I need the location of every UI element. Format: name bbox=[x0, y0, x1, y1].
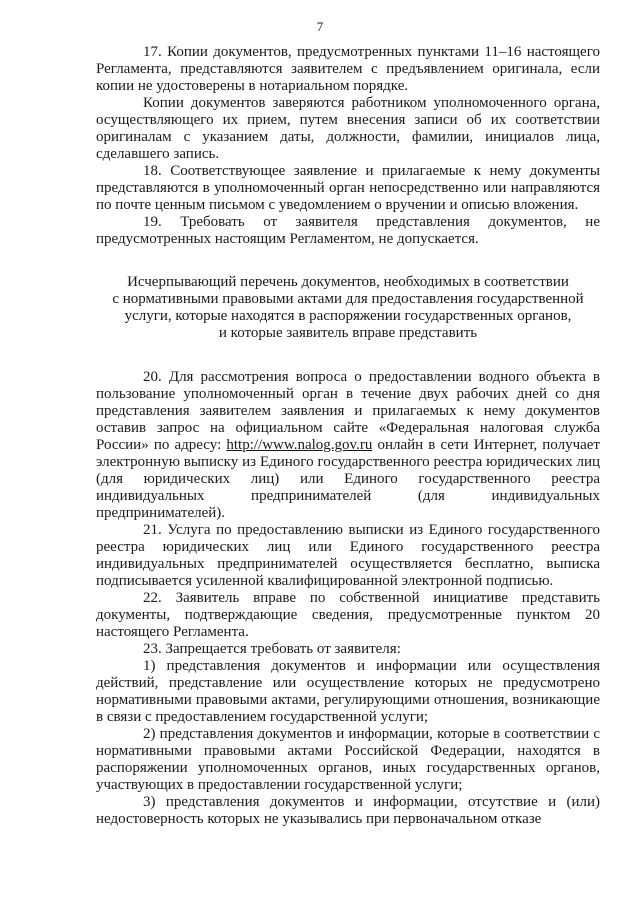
paragraph-19: 19. Требовать от заявителя представления документов, не предусмотренных настоящим Регламентом, не допускается. bbox=[96, 214, 600, 247]
heading-line: и которые заявитель вправе представить bbox=[218, 325, 478, 341]
heading-line: Исчерпывающий перечень документов, необходимых в соответствии bbox=[127, 274, 569, 290]
paragraph-20-text-end: онлайн в сети Интернет, получает электронную выписку из Единого государственного реестра юридических лиц (для юридических лиц) или Единого государственного реестра индивидуальных предпринимателей (для индивидуальных предпринимателей). bbox=[96, 437, 600, 521]
paragraph-23-item-1: 1) представления документов и информации или осуществления действий, представление или осуществление которых не предусмотрено нормативными правовыми актами, регулирующими отношения, возникающие в связи с предоставлением государственной услуги; bbox=[96, 658, 600, 725]
paragraph-23: 23. Запрещается требовать от заявителя: bbox=[143, 641, 401, 657]
paragraph-23-item-3: 3) представления документов и информации, отсутствие и (или) недостоверность которых не указывались при первоначальном отказе bbox=[96, 794, 600, 827]
page-number: 7 bbox=[316, 19, 324, 34]
heading-line: услуги, которые находятся в распоряжении государственных органов, bbox=[124, 308, 572, 324]
nalog-link[interactable]: http://www.nalog.gov.ru bbox=[226, 437, 373, 453]
paragraph-17: 17. Копии документов, предусмотренных пунктами 11–16 настоящего Регламента, представляются заявителем с предъявлением оригинала, если копии не удостоверены в нотариальном порядке. bbox=[96, 44, 600, 94]
section-heading bbox=[96, 274, 600, 342]
paragraph-22: 22. Заявитель вправе по собственной инициативе представить документы, подтверждающие сведения, предусмотренные пунктом 20 настоящего Регламента. bbox=[96, 590, 600, 640]
paragraph-17-copies: Копии документов заверяются работником уполномоченного органа, осуществляющего их прием, путем внесения записи об их соответствии оригиналам с указанием даты, должности, фамилии, инициалов лица, сделавшего запись. bbox=[96, 95, 600, 162]
paragraph-20-text: 20. Для рассмотрения вопроса о предоставлении водного объекта в пользование уполномоченный орган в течение двух рабочих дней со дня представления заявителем заявления и прилагаемых к нему документов оставив запрос на официальном сайте «Федеральная налоговая служба России» по адресу: bbox=[96, 369, 600, 453]
paragraph-20 bbox=[96, 369, 600, 522]
paragraph-21: 21. Услуга по предоставлению выписки из Единого государственного реестра юридических лиц или Единого государственного реестра индивидуальных предпринимателей осуществляется бесплатно, выписка подписывается усиленной квалифицированной электронной подписью. bbox=[96, 522, 600, 589]
heading-line: с нормативными правовыми актами для предоставления государственной bbox=[112, 291, 584, 307]
document-body bbox=[96, 44, 600, 828]
paragraph-18: 18. Соответствующее заявление и прилагаемые к нему документы представляются в уполномоченный орган непосредственно или направляются по почте ценным письмом с уведомлением о вручении и описью вложения. bbox=[96, 163, 600, 213]
paragraph-23-item-2: 2) представления документов и информации, которые в соответствии с нормативными правовыми актами Российской Федерации, находятся в распоряжении уполномоченных органов, иных государственных органов, участвующих в предоставлении государственной услуги; bbox=[96, 726, 600, 793]
